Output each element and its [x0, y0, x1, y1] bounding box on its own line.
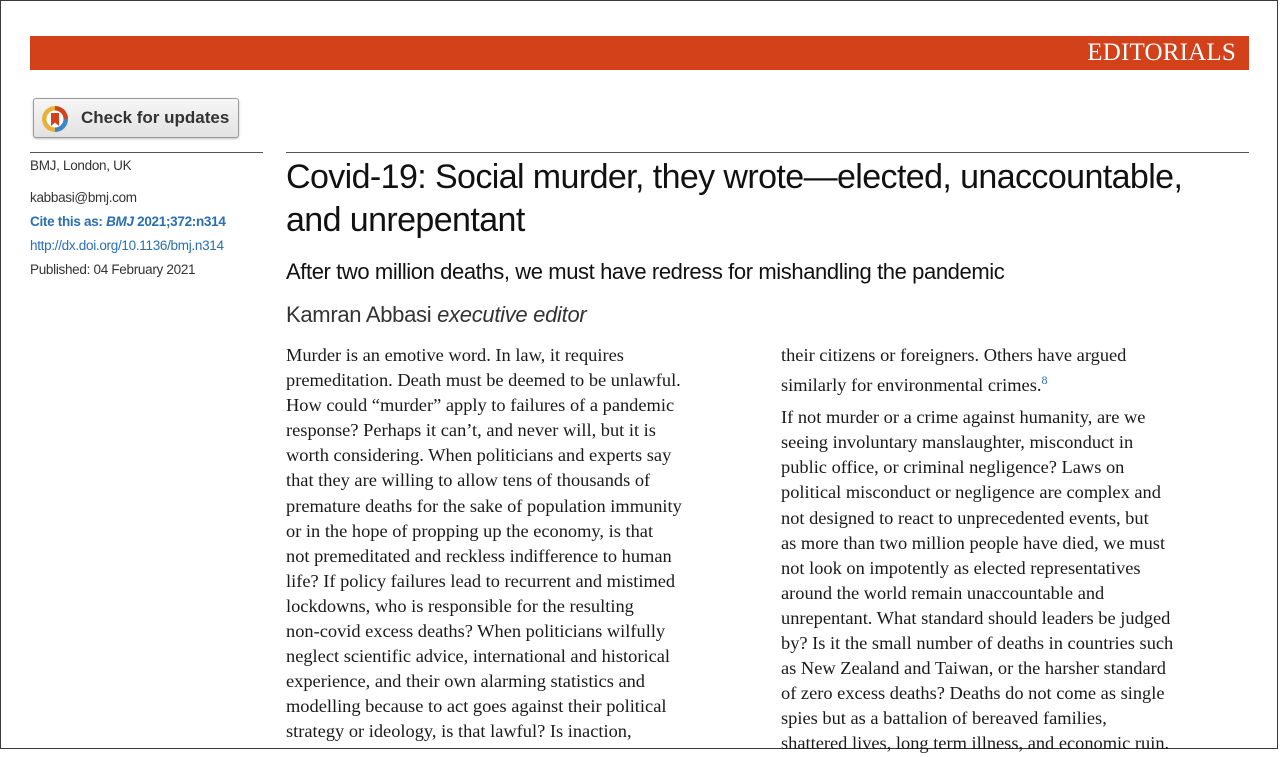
crossmark-icon: [41, 105, 69, 133]
body-text-line: public office, or criminal negligence? Laws on: [781, 457, 1125, 478]
body-text-line: not look on impotently as elected representatives: [781, 557, 1141, 578]
body-text-line: strategy or ideology, is that lawful? Is inaction,: [286, 721, 632, 742]
cite-reference: 2021;372:n314: [133, 214, 226, 229]
author-email[interactable]: kabbasi@bmj.com: [30, 190, 137, 205]
body-text-line: their citizens or foreigners. Others have argued: [781, 345, 1127, 365]
cite-prefix: Cite this as:: [30, 214, 107, 229]
body-text-line: spies but as a battalion of bereaved families,: [781, 708, 1107, 729]
body-text-line: How could “murder” apply to failures of a pandemic: [286, 395, 675, 416]
body-text-line: premeditation. Death must be deemed to be unlawful.: [286, 370, 681, 391]
reference-link[interactable]: 8: [1041, 373, 1048, 388]
body-text-line: by? Is it the small number of deaths in countries such: [781, 633, 1174, 654]
body-text-line: seeing involuntary manslaughter, misconduct in: [781, 432, 1134, 453]
body-text-line: political misconduct or negligence are complex and: [781, 482, 1161, 503]
body-text-line: non-covid excess deaths? When politicians wilfully: [286, 621, 666, 642]
body-text-line: neglect scientific advice, international and historical: [286, 646, 671, 667]
check-for-updates-button[interactable]: [33, 98, 239, 138]
body-text-line: lockdowns, who is responsible for the resulting: [286, 595, 634, 616]
body-text-line: as New Zealand and Taiwan, or the harsher standard: [781, 658, 1166, 679]
author-affiliation: BMJ, London, UK: [30, 158, 132, 173]
article-subtitle: After two million deaths, we must have redress for mishandling the pandemic: [286, 259, 1005, 284]
body-text-line: If not murder or a crime against humanity, are we: [781, 407, 1146, 428]
author-role: executive editor: [437, 302, 587, 327]
sidebar-divider: [30, 152, 263, 153]
body-text-line: response? Perhaps it can’t, and never will, but it is: [286, 420, 656, 441]
body-column-left: [286, 343, 761, 745]
body-text-line: that they are willing to allow tens of thousands of: [286, 470, 651, 491]
body-text-line: [781, 368, 1256, 396]
citation: [30, 213, 226, 231]
body-text-line: or in the hope of propping up the economy, is that: [286, 520, 654, 541]
doi-link[interactable]: http://dx.doi.org/10.1136/bmj.n314: [30, 238, 224, 253]
cite-journal: BMJ: [106, 214, 134, 229]
body-paragraph: [781, 343, 1256, 396]
body-text-line: life? If policy failures lead to recurrent and mistimed: [286, 570, 676, 591]
body-text-segment: similarly for environmental crimes.: [781, 375, 1042, 396]
body-text-line: not designed to react to unprecedented events, but: [781, 507, 1149, 528]
article-author: [286, 302, 586, 328]
section-banner: [30, 36, 1249, 70]
published-date: Published: 04 February 2021: [30, 262, 196, 277]
body-text-line: around the world remain unaccountable and: [781, 582, 1105, 603]
body-text-line: as more than two million people have died, we must: [781, 532, 1166, 553]
body-text-line: premature deaths for the sake of population immunity: [286, 495, 682, 516]
body-text-line: of zero excess deaths? Deaths do not come as single: [781, 683, 1165, 704]
body-text-line: worth considering. When politicians and experts say: [286, 445, 672, 466]
body-paragraph: [781, 405, 1256, 756]
body-text-line: experience, and their own alarming statistics and: [286, 671, 646, 692]
article-title: Covid-19: Social murder, they wrote—elected, unaccountable, and unrepentant: [286, 158, 1183, 239]
body-column-right: [781, 343, 1256, 757]
body-text-line: unrepentant. What standard should leaders be judged: [781, 607, 1171, 628]
section-label: EDITORIALS: [1087, 39, 1236, 66]
body-text-line: not premeditated and reckless indifference to human: [286, 545, 672, 566]
article-divider: [286, 152, 1249, 153]
body-text-line: Murder is an emotive word. In law, it requires: [286, 345, 624, 365]
author-name: Kamran Abbasi: [286, 302, 432, 327]
body-text-line: modelling because to act goes against their political: [286, 696, 667, 717]
body-text-line: shattered lives, long term illness, and economic ruin.: [781, 733, 1170, 754]
check-for-updates-label: Check for updates: [81, 108, 230, 127]
